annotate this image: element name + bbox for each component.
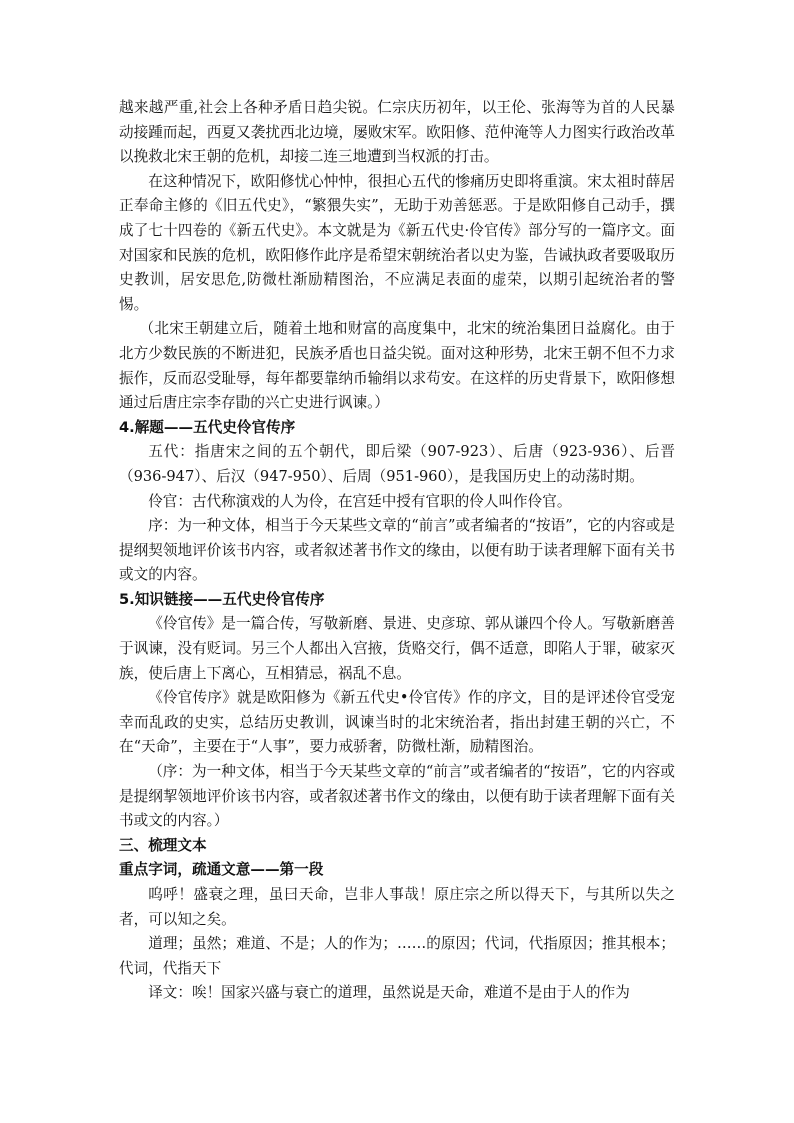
paragraph-xu-note: （序：为一种文体，相当于今天某些文章的“前言”或者编者的“按语”，它的内容或是提纲挈领地评价该书内容，或者叙述著书作文的缘由，以便有助于读者理解下面有关书或文的内容。） xyxy=(119,763,675,830)
section-heading-text-review: 三、梳理文本 xyxy=(119,836,207,854)
section-heading-title-explanation: 4.解题——五代史伶官传序 xyxy=(119,418,296,436)
paragraph-ouyang-xiu-motive: 在这种情况下，欧阳修忧心忡忡，很担心五代的惨痛历史即将重演。宋太祖时薛居正奉命主修的《旧五代史》，“繁猥失实”，无助于劝善惩恶。于是欧阳修自己动手，撰成了七十四卷的《新五代史》。本文就是为《新五代史·伶官传》部分写的一篇序文。面对国家和民族的危机，欧阳修作此序是希望宋朝统治者以史为鉴，告诫执政者要吸取历史教训，居安思危,防微杜渐励精图治，不应满足表面的虚荣，以期引起统治者的警惕。 xyxy=(119,172,675,313)
paragraph-word-glosses: 道理；虽然；难道、不是；人的作为；……的原因；代词，代指原因；推其根本；代词，代指天下 xyxy=(119,935,675,977)
paragraph-lingguan: 伶官：古代称演戏的人为伶，在宫廷中授有官职的伶人叫作伶官。 xyxy=(148,492,572,510)
paragraph-historical-background: （北宋王朝建立后，随着土地和财富的高度集中，北宋的统治集团日益腐化。由于北方少数民族的不断进犯，民族矛盾也日益尖锐。面对这种形势，北宋王朝不但不力求振作，反而忍受耻辱，每年都要靠纳币输绢以求苟安。在这样的历史背景下，欧阳修想通过后唐庄宗李存勖的兴亡史进行讽谏。） xyxy=(119,320,675,412)
paragraph-background-reform: 越来越严重,社会上各种矛盾日趋尖锐。仁宗庆历初年，以王伦、张海等为首的人民暴动接踵而起，西夏又袭扰西北边境，屡败宋军。欧阳修、范仲淹等人力图实行政治改革以挽救北宋王朝的危机，却接二连三地遭到当权派的打击。 xyxy=(119,99,675,166)
document-page xyxy=(119,96,675,1006)
paragraph-lingguan-zhuan: 《伶官传》是一篇合传，写敬新磨、景进、史彦琼、郭从谦四个伶人。写敬新磨善于讽谏，没有贬词。另三个人都出入宫掖，货赂交行，偶不适意，即陷人于罪，破家灭族，使后唐上下离心，互相猜忌，祸乱不息。 xyxy=(119,615,675,682)
paragraph-xu-genre: 序：为一种文体，相当于今天某些文章的“前言”或者编者的“按语”，它的内容或是提纲契领地评价该书内容，或者叙述著书作文的缘由，以便有助于读者理解下面有关书或文的内容。 xyxy=(119,517,675,584)
section-heading-first-paragraph: 重点字词，疏通文意——第一段 xyxy=(119,861,324,879)
paragraph-original-text: 呜呼！盛衰之理，虽曰天命，岂非人事哉！原庄宗之所以得天下，与其所以失之者，可以知之矣。 xyxy=(119,886,675,928)
paragraph-lingguan-zhuan-xu: 《伶官传序》就是欧阳修为《新五代史•伶官传》作的序文，目的是评述伶官受宠幸而乱政的史实，总结历史教训，讽谏当时的北宋统治者，指出封建王朝的兴亡，不在“天命”，主要在于“人事”，要力戒骄奢，防微杜渐，励精图治。 xyxy=(119,689,675,756)
section-heading-knowledge-link: 5.知识链接——五代史伶官传序 xyxy=(119,590,325,608)
paragraph-translation: 译文：唉！国家兴盛与衰亡的道理，虽然说是天命，难道不是由于人的作为 xyxy=(148,984,630,1002)
paragraph-five-dynasties: 五代：指唐宋之间的五个朝代，即后梁（907-923）、后唐（923-936）、后晋（936-947）、后汉（947-950）、后周（951-960），是我国历史上的动荡时期。 xyxy=(119,443,675,485)
